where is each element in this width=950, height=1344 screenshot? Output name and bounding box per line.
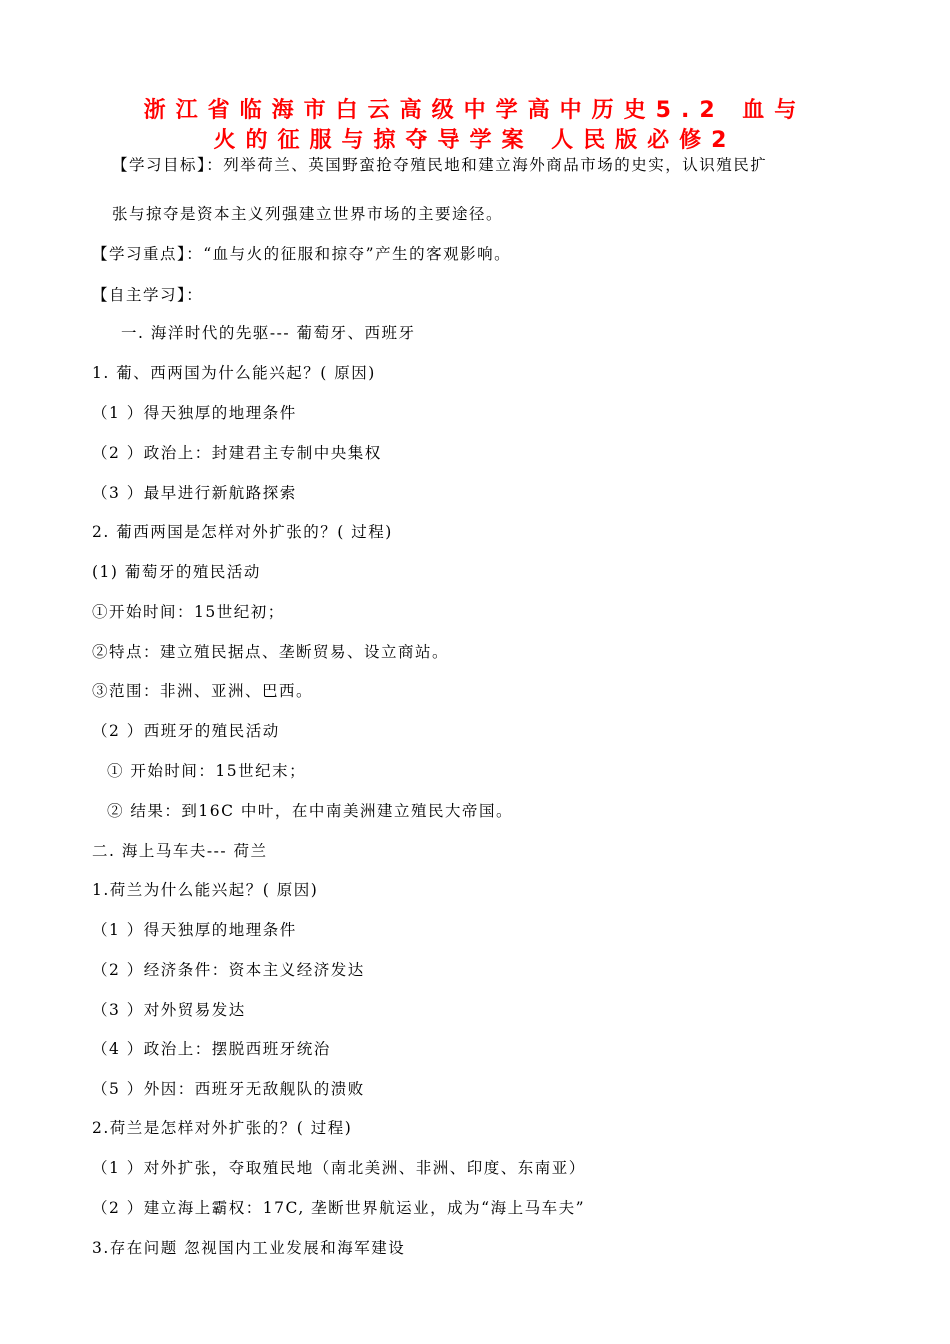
list-item: （1 ）得天独厚的地理条件 [92,404,297,422]
section-heading-2: 二. 海上马车夫--- 荷兰 [92,842,268,860]
list-item: （2 ）政治上：封建君主专制中央集权 [92,444,382,462]
list-item: （1 ）对外扩张，夺取殖民地（南北美洲、非洲、印度、东南亚） [92,1159,586,1177]
list-item: （5 ）外因：西班牙无敌舰队的溃败 [92,1080,365,1098]
list-item: （1 ）得天独厚的地理条件 [92,921,297,939]
list-item: ② 结果：到16C 中叶，在中南美洲建立殖民大帝国。 [107,802,513,820]
section-heading-1: 一. 海洋时代的先驱--- 葡萄牙、西班牙 [121,324,416,342]
question-1: 1. 葡、西两国为什么能兴起？( 原因) [92,364,376,382]
list-item: ① 开始时间：15世纪末； [107,762,307,780]
self-study-heading: 【自主学习】： [92,286,204,304]
question-4: 2.荷兰是怎样对外扩张的？( 过程) [92,1119,353,1137]
list-item: （2 ）建立海上霸权：17C, 垄断世界航运业，成为“海上马车夫” [92,1199,586,1217]
question-2: 2. 葡西两国是怎样对外扩张的？( 过程) [92,523,393,541]
learning-focus: 【学习重点】：“血与火的征服和掠夺”产生的客观影响。 [92,245,512,263]
list-item: （2 ）西班牙的殖民活动 [92,722,280,740]
question-3: 1.荷兰为什么能兴起？( 原因) [92,881,319,899]
list-item: （3 ）最早进行新航路探索 [92,484,297,502]
document-title-line-1: 浙江省临海市白云高级中学高中历史5.2 血与 [143,98,807,123]
existing-problems: 3.存在问题 忽视国内工业发展和海军建设 [92,1239,406,1257]
list-item: ③范围：非洲、亚洲、巴西。 [92,682,314,700]
document-title-line-2: 火的征服与掠夺导学案 人民版必修2 [213,128,737,153]
list-item: ①开始时间：15世纪初； [92,603,285,621]
list-item: (1) 葡萄牙的殖民活动 [92,563,261,581]
list-item: ②特点：建立殖民据点、垄断贸易、设立商站。 [92,643,450,661]
list-item: （4 ）政治上：摆脱西班牙统治 [92,1040,331,1058]
list-item: （3 ）对外贸易发达 [92,1001,246,1019]
list-item: （2 ）经济条件：资本主义经济发达 [92,961,365,979]
learning-goal-continued: 张与掠夺是资本主义列强建立世界市场的主要途径。 [112,205,504,223]
learning-goal: 【学习目标】：列举荷兰、英国野蛮抢夺殖民地和建立海外商品市场的史实，认识殖民扩 [112,156,768,174]
